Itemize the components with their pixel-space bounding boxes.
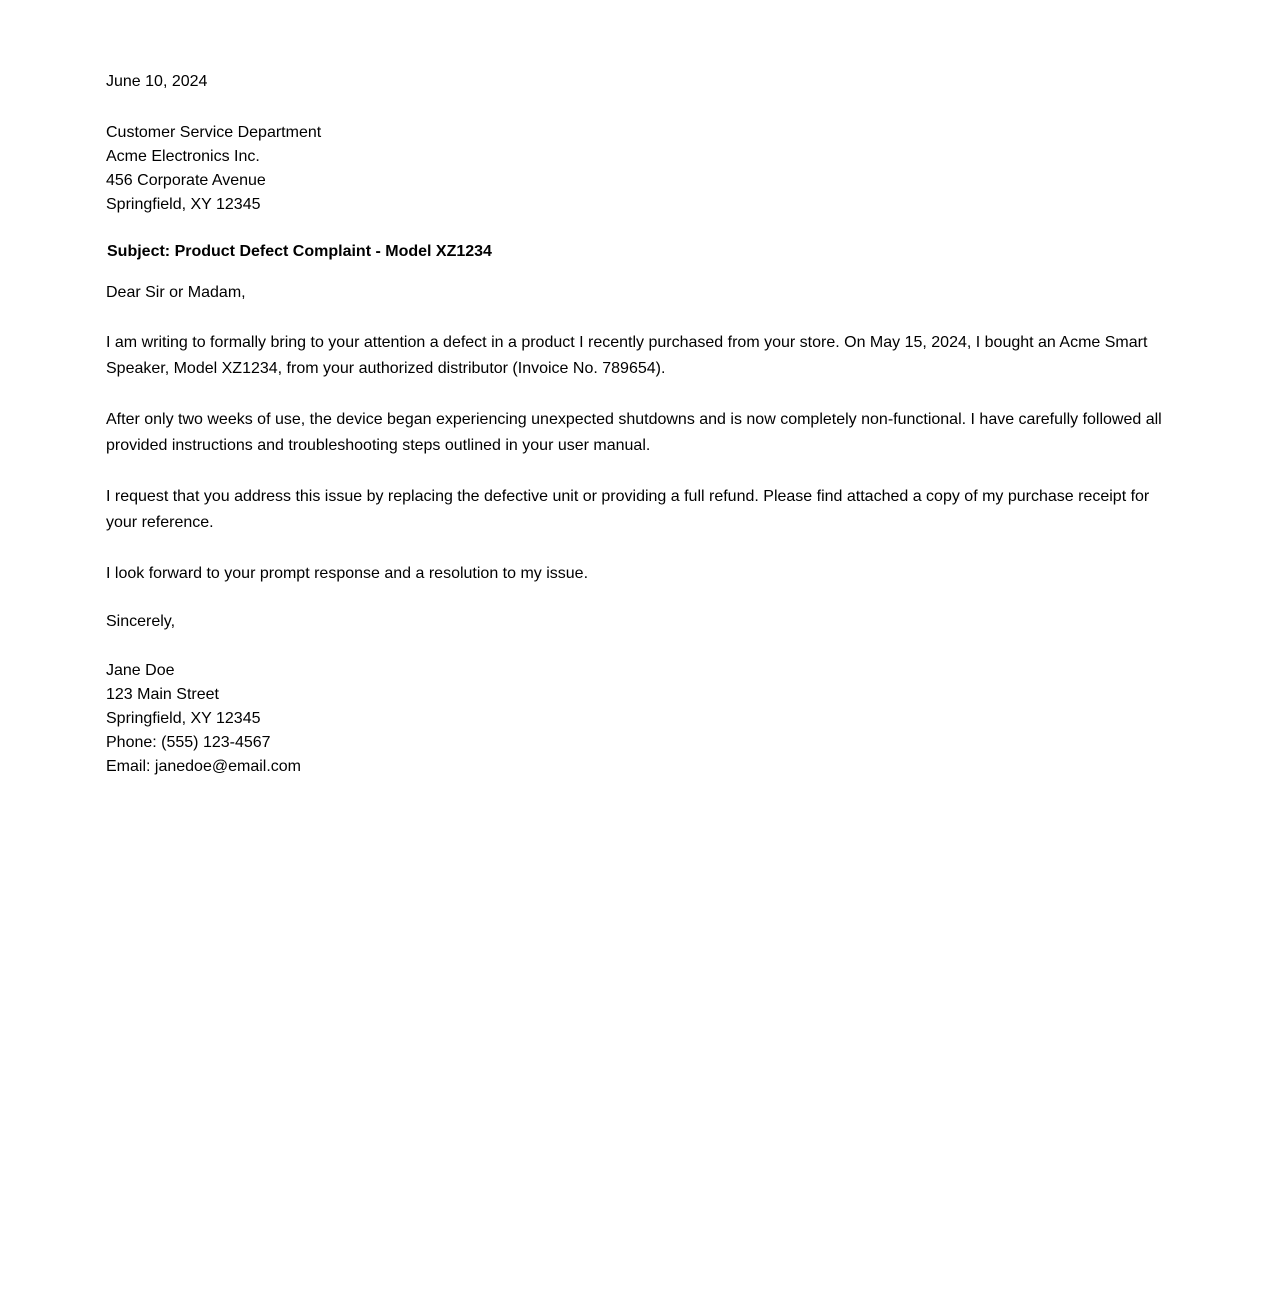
body-paragraph: I am writing to formally bring to your attention a defect in a product I recently purchased from your store. On May 15, 2024, I bought an Acme Smart Speaker, Model XZ1234, from your authorized distributor (Invoice No. 789654). bbox=[106, 334, 1148, 377]
subject-line: Subject: Product Defect Complaint - Model XZ1234 bbox=[107, 243, 492, 260]
letter bbox=[106, 72, 1172, 779]
recipient-address bbox=[106, 121, 1172, 217]
signature-email: Email: janedoe@email.com bbox=[106, 758, 301, 775]
signature-phone: Phone: (555) 123-4567 bbox=[106, 734, 271, 751]
signature-block bbox=[106, 659, 1172, 779]
signature-city: Springfield, XY 12345 bbox=[106, 710, 261, 727]
signature-street: 123 Main Street bbox=[106, 686, 219, 703]
letter-date: June 10, 2024 bbox=[106, 73, 208, 90]
recipient-line: Acme Electronics Inc. bbox=[106, 148, 260, 165]
recipient-line: Springfield, XY 12345 bbox=[106, 196, 261, 213]
signature-name: Jane Doe bbox=[106, 662, 175, 679]
body-paragraph: I look forward to your prompt response and a resolution to my issue. bbox=[106, 565, 589, 582]
recipient-line: 456 Corporate Avenue bbox=[106, 172, 266, 189]
recipient-line: Customer Service Department bbox=[106, 124, 322, 141]
body-paragraph: I request that you address this issue by replacing the defective unit or providing a full refund. Please find attached a copy of my purchase receipt for your reference. bbox=[106, 488, 1150, 531]
body-paragraph: After only two weeks of use, the device began experiencing unexpected shutdowns and is now completely non-functional. I have carefully followed all provided instructions and troubleshooting steps outlined in your user manual. bbox=[106, 411, 1162, 454]
closing: Sincerely, bbox=[106, 613, 176, 630]
salutation: Dear Sir or Madam, bbox=[106, 284, 246, 301]
